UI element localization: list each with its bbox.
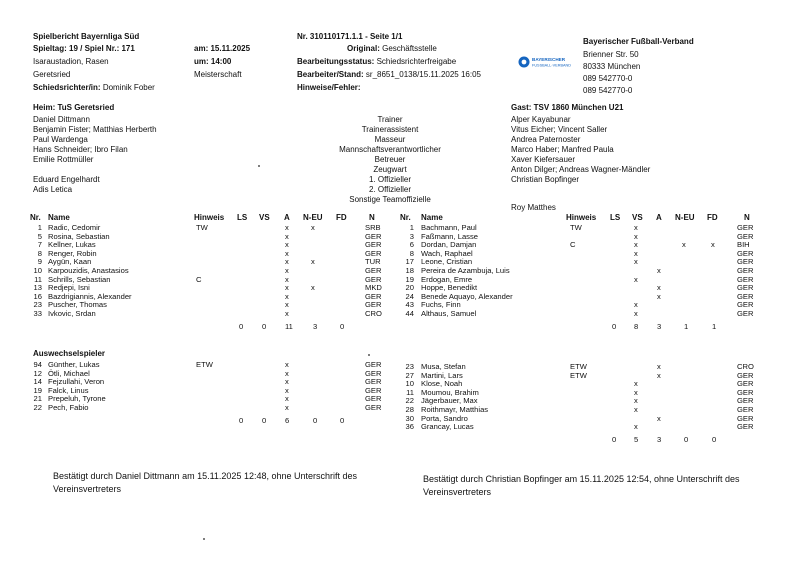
- player-a: x: [285, 394, 289, 404]
- away-column-headers: [400, 214, 770, 223]
- referee-name: Dominik Fober: [102, 83, 155, 92]
- role-label: Zeugwart: [373, 165, 407, 174]
- report-title: Spielbericht Bayernliga Süd: [33, 32, 140, 41]
- role-label: Sonstige Teamoffizielle: [349, 195, 431, 204]
- player-vs: x: [634, 379, 638, 389]
- totals-row: [400, 436, 770, 445]
- away-confirmation: Bestätigt durch Christian Bopfinger am 15.11.2025 12:54, ohne Unterschrift des Vereinsvertreters: [423, 474, 740, 497]
- player-number: 43: [405, 300, 414, 310]
- table-row: [400, 423, 770, 432]
- venue: Isaraustadion, Rasen: [33, 57, 109, 66]
- player-name: Leone, Cristian: [421, 257, 473, 267]
- col-ls: LS: [610, 213, 621, 222]
- player-vs: x: [634, 223, 638, 232]
- player-nation: GER: [365, 231, 382, 241]
- player-number: 19: [405, 274, 414, 284]
- player-nation: GER: [365, 377, 382, 387]
- table-row: [30, 310, 390, 319]
- player-neu: x: [311, 257, 315, 267]
- player-name: Rosina, Sebastian: [48, 231, 110, 241]
- place: Geretsried: [33, 70, 71, 79]
- home-officials: [33, 115, 157, 195]
- status-value: Schiedsrichterfreigabe: [376, 57, 457, 66]
- player-name: Faßmann, Lasse: [421, 231, 478, 241]
- player-vs: x: [634, 231, 638, 241]
- player-name: Bazdrigiannis, Alexander: [48, 291, 132, 301]
- total-vs: 0: [262, 321, 267, 331]
- player-neu: x: [311, 283, 315, 293]
- player-name: Grancay, Lucas: [421, 422, 474, 432]
- editor-label: Bearbeiter/Stand:: [297, 70, 364, 79]
- player-nation: GER: [365, 385, 382, 395]
- home-team-title: Heim: TuS Geretsried: [33, 103, 115, 112]
- player-name: Martini, Lars: [421, 370, 463, 380]
- col-fd: FD: [336, 213, 347, 222]
- away-official: Alper Kayabunar: [511, 115, 571, 124]
- match-time: um: 14:00: [194, 57, 232, 66]
- player-note: ETW: [196, 360, 213, 369]
- player-a: x: [285, 274, 289, 284]
- status-label: Bearbeitungsstatus:: [297, 57, 375, 66]
- away-lineup-table: [400, 224, 770, 331]
- player-nation: GER: [737, 248, 754, 258]
- player-name: Schrills, Sebastian: [48, 274, 111, 284]
- bfv-logo-mark-icon: [518, 55, 578, 69]
- player-nation: GER: [737, 422, 754, 432]
- player-neu: x: [682, 240, 686, 250]
- role-label: Betreuer: [374, 155, 406, 164]
- home-official: [33, 165, 157, 175]
- player-vs: x: [634, 300, 638, 310]
- player-a: x: [285, 291, 289, 301]
- player-nation: GER: [365, 300, 382, 310]
- matchday: Spieltag: 19 / Spiel Nr.: 171: [33, 44, 135, 53]
- home-official: Benjamin Fister; Matthias Herberth: [33, 125, 157, 134]
- scan-mark: [203, 538, 205, 540]
- competition: Meisterschaft: [194, 70, 242, 79]
- away-subs-table: [400, 363, 770, 444]
- player-name: Ivkovic, Srdan: [48, 308, 96, 318]
- player-number: 9: [37, 257, 42, 267]
- home-column-headers: [30, 214, 390, 223]
- player-vs: x: [634, 387, 638, 397]
- player-note: ETW: [570, 370, 587, 380]
- player-number: 16: [33, 291, 42, 301]
- table-row: [30, 404, 390, 413]
- player-number: 20: [405, 283, 414, 293]
- player-number: 36: [405, 422, 414, 432]
- player-number: 17: [405, 257, 414, 267]
- player-name: Dordan, Damjan: [421, 240, 477, 250]
- away-team-title: Gast: TSV 1860 München U21: [511, 103, 624, 112]
- player-number: 11: [406, 387, 414, 397]
- player-fd: x: [711, 240, 715, 250]
- player-nation: TUR: [365, 257, 381, 267]
- player-number: 5: [37, 231, 42, 241]
- player-vs: x: [634, 248, 638, 258]
- player-a: x: [285, 223, 289, 232]
- player-number: 94: [33, 360, 42, 369]
- player-name: Kellner, Lukas: [48, 240, 96, 250]
- player-nation: GER: [737, 283, 754, 293]
- total-vs: 0: [262, 415, 267, 425]
- player-nation: GER: [737, 308, 754, 318]
- player-nation: GER: [737, 223, 754, 232]
- total-neu: 3: [313, 321, 318, 331]
- total-fd: 1: [712, 321, 717, 331]
- player-a: x: [285, 231, 289, 241]
- player-vs: x: [634, 404, 638, 414]
- player-a: x: [657, 370, 661, 380]
- player-number: 1: [409, 223, 414, 232]
- player-name: Musa, Stefan: [421, 362, 466, 371]
- player-name: Puscher, Thomas: [48, 300, 107, 310]
- total-fd: 0: [340, 415, 345, 425]
- player-number: 10: [405, 379, 414, 389]
- player-nation: GER: [365, 360, 382, 369]
- player-name: Bachmann, Paul: [421, 223, 477, 232]
- away-official: Andrea Paternoster: [511, 135, 581, 144]
- player-nation: MKD: [365, 283, 382, 293]
- home-subs-title: Auswechselspieler: [33, 349, 106, 358]
- player-a: x: [657, 291, 661, 301]
- federation-name: Bayerischer Fußball-Verband: [583, 37, 694, 46]
- total-vs: 5: [634, 434, 639, 444]
- player-name: Redjepi, Isni: [48, 283, 90, 293]
- federation-phone: 089 542770-0: [583, 74, 633, 83]
- player-nation: GER: [365, 291, 382, 301]
- player-number: 33: [33, 308, 42, 318]
- player-nation: GER: [365, 368, 382, 378]
- player-number: 23: [33, 300, 42, 310]
- player-nation: CRO: [365, 308, 382, 318]
- player-name: Roithmayr, Matthias: [421, 404, 489, 414]
- player-a: x: [285, 300, 289, 310]
- player-name: Prepeluh, Tyrone: [48, 394, 106, 404]
- federation-fax: 089 542770-0: [583, 86, 633, 95]
- role-label: 1. Offizieller: [368, 175, 412, 184]
- away-official: Marco Haber; Manfred Paula: [511, 145, 614, 154]
- player-nation: GER: [365, 274, 382, 284]
- table-row: [400, 310, 770, 319]
- player-nation: GER: [365, 248, 382, 258]
- player-note: TW: [570, 223, 582, 232]
- col-n: N: [744, 213, 750, 222]
- total-neu: 0: [313, 415, 318, 425]
- player-name: Karpouzidis, Anastasios: [48, 265, 129, 275]
- player-nation: GER: [737, 404, 754, 414]
- total-fd: 0: [712, 434, 717, 444]
- col-n: N: [369, 213, 375, 222]
- player-name: Erdogan, Emre: [421, 274, 473, 284]
- total-a: 11: [285, 321, 293, 331]
- player-nation: GER: [737, 265, 754, 275]
- home-lineup-table: [30, 224, 390, 331]
- player-name: Günther, Lukas: [48, 360, 100, 369]
- total-ls: 0: [612, 321, 617, 331]
- player-a: x: [285, 283, 289, 293]
- player-number: 30: [405, 413, 414, 423]
- total-neu: 0: [684, 434, 689, 444]
- away-official: Roy Matthes: [511, 203, 556, 212]
- player-number: 1: [37, 223, 42, 232]
- player-a: x: [285, 257, 289, 267]
- col-a: A: [284, 213, 290, 222]
- official-roles: [310, 115, 470, 205]
- player-name: Hoppe, Benedikt: [421, 283, 478, 293]
- player-name: Radic, Cedomir: [48, 223, 101, 232]
- home-official: Paul Wardenga: [33, 135, 88, 144]
- role-label: 2. Offizieller: [368, 185, 412, 194]
- player-nation: GER: [365, 265, 382, 275]
- player-nation: GER: [737, 231, 754, 241]
- player-nation: GER: [737, 387, 754, 397]
- away-official: Anton Dilger; Andreas Wagner-Mändler: [511, 165, 651, 174]
- player-number: 22: [405, 396, 414, 406]
- editor-value: sr_8651_0138/15.11.2025 16:05: [365, 70, 481, 79]
- col-hinweis: Hinweis: [194, 213, 225, 222]
- player-a: x: [285, 402, 289, 412]
- totals-row: [400, 323, 770, 332]
- role-label: Mannschaftsverantwortlicher: [339, 145, 441, 154]
- col-neu: N-EU: [675, 213, 695, 222]
- totals-row: [30, 323, 390, 332]
- total-ls: 0: [612, 434, 617, 444]
- away-officials: [511, 115, 650, 213]
- player-name: Klose, Noah: [421, 379, 463, 389]
- player-nation: GER: [365, 394, 382, 404]
- player-number: 12: [33, 368, 42, 378]
- player-a: x: [657, 265, 661, 275]
- player-name: Pereira de Azambuja, Luis: [421, 265, 510, 275]
- player-nation: GER: [737, 257, 754, 267]
- player-a: x: [285, 385, 289, 395]
- home-official: Eduard Engelhardt: [33, 175, 100, 184]
- player-number: 21: [33, 394, 42, 404]
- role-label: Trainer: [377, 115, 403, 124]
- player-nation: GER: [737, 413, 754, 423]
- player-a: x: [285, 377, 289, 387]
- col-name: Name: [421, 213, 443, 222]
- player-a: x: [285, 248, 289, 258]
- role-label: Masseur: [374, 135, 406, 144]
- report-number: Nr. 310110171.1.1 - Seite 1/1: [297, 32, 403, 41]
- player-number: 44: [405, 308, 414, 318]
- player-number: 27: [405, 370, 414, 380]
- player-number: 6: [409, 240, 414, 250]
- player-note: TW: [196, 223, 208, 232]
- player-number: 28: [405, 404, 414, 414]
- player-name: Benede Aquayo, Alexander: [421, 291, 513, 301]
- player-nation: CRO: [737, 362, 754, 371]
- col-ls: LS: [237, 213, 248, 222]
- total-neu: 1: [684, 321, 689, 331]
- player-a: x: [657, 362, 661, 371]
- player-a: x: [285, 240, 289, 250]
- col-vs: VS: [259, 213, 270, 222]
- player-name: Pech, Fabio: [48, 402, 89, 412]
- player-note: ETW: [570, 362, 587, 371]
- status-line: [297, 57, 456, 67]
- player-number: 23: [405, 362, 414, 371]
- home-official: Emilie Rottmüller: [33, 155, 94, 164]
- player-number: 11: [34, 274, 42, 284]
- player-vs: x: [634, 240, 638, 250]
- original-label: Original:: [347, 44, 380, 53]
- player-neu: x: [311, 223, 315, 232]
- logo-text-1: BAYERISCHER: [532, 57, 566, 62]
- player-name: Moumou, Brahim: [421, 387, 479, 397]
- player-nation: GER: [737, 379, 754, 389]
- role-label: Trainerassistent: [361, 125, 419, 134]
- player-nation: SRB: [365, 223, 381, 232]
- scan-mark: [368, 354, 370, 356]
- player-a: x: [657, 283, 661, 293]
- original-value: Geschäftsstelle: [382, 44, 437, 53]
- player-name: Aygün, Kaan: [48, 257, 92, 267]
- player-number: 7: [37, 240, 42, 250]
- player-note: C: [570, 240, 576, 250]
- home-official: Adis Letica: [33, 185, 73, 194]
- col-vs: VS: [632, 213, 643, 222]
- hints-label: Hinweise/Fehler:: [297, 83, 361, 92]
- player-nation: GER: [365, 240, 382, 250]
- player-name: Althaus, Samuel: [421, 308, 477, 318]
- player-name: Fuchs, Finn: [421, 300, 461, 310]
- referee-line: [33, 83, 155, 93]
- home-official: Daniel Dittmann: [33, 115, 90, 124]
- total-ls: 0: [239, 415, 244, 425]
- player-vs: x: [634, 422, 638, 432]
- player-nation: GER: [737, 291, 754, 301]
- home-subs-table: [30, 361, 390, 425]
- player-nation: GER: [737, 300, 754, 310]
- player-name: Jägerbauer, Max: [421, 396, 478, 406]
- original-line: [347, 44, 437, 54]
- total-a: 6: [285, 415, 290, 425]
- federation-street: Brienner Str. 50: [583, 50, 639, 59]
- col-name: Name: [48, 213, 70, 222]
- player-name: Renger, Robin: [48, 248, 97, 258]
- player-nation: GER: [737, 396, 754, 406]
- player-number: 19: [33, 385, 42, 395]
- player-name: Fejzullahi, Veron: [48, 377, 105, 387]
- player-a: x: [285, 368, 289, 378]
- away-official: Xaver Kiefersauer: [511, 155, 576, 164]
- total-a: 3: [657, 321, 662, 331]
- player-nation: GER: [365, 402, 382, 412]
- scan-mark: [258, 165, 260, 167]
- player-name: Wach, Raphael: [421, 248, 473, 258]
- federation-city: 80333 München: [583, 62, 641, 71]
- player-number: 24: [405, 291, 414, 301]
- total-fd: 0: [340, 321, 345, 331]
- player-number: 8: [37, 248, 42, 258]
- player-name: Ötli, Michael: [48, 368, 90, 378]
- player-vs: x: [634, 257, 638, 267]
- player-name: Porta, Sandro: [421, 413, 468, 423]
- player-nation: GER: [737, 274, 754, 284]
- player-vs: x: [634, 274, 638, 284]
- player-a: x: [285, 308, 289, 318]
- home-official: Hans Schneider; Ibro Filan: [33, 145, 128, 154]
- player-vs: x: [634, 396, 638, 406]
- player-vs: x: [634, 308, 638, 318]
- player-number: 10: [33, 265, 42, 275]
- player-a: x: [285, 360, 289, 369]
- home-confirmation: Bestätigt durch Daniel Dittmann am 15.11.2025 12:48, ohne Unterschrift des Vereinsvertreters: [53, 471, 358, 494]
- col-nr: Nr.: [30, 213, 41, 222]
- col-fd: FD: [707, 213, 718, 222]
- player-nation: BIH: [737, 240, 750, 250]
- totals-row: [30, 417, 390, 426]
- player-number: 13: [33, 283, 42, 293]
- player-nation: GER: [737, 370, 754, 380]
- player-a: x: [285, 265, 289, 275]
- player-number: 3: [409, 231, 414, 241]
- player-number: 22: [33, 402, 42, 412]
- col-a: A: [656, 213, 662, 222]
- col-neu: N-EU: [303, 213, 323, 222]
- total-a: 3: [657, 434, 662, 444]
- player-a: x: [657, 413, 661, 423]
- total-ls: 0: [239, 321, 244, 331]
- col-nr: Nr.: [400, 213, 411, 222]
- editor-line: [297, 70, 481, 80]
- away-official: Christian Bopfinger: [511, 175, 580, 184]
- logo-text-2: FUSSBALL-VERBAND: [532, 63, 572, 68]
- referee-label: Schiedsrichter/in:: [33, 83, 101, 92]
- player-number: 8: [409, 248, 414, 258]
- away-official: Vitus Eicher; Vincent Saller: [511, 125, 608, 134]
- player-name: Falck, Linus: [48, 385, 89, 395]
- away-official: [511, 185, 650, 195]
- total-vs: 8: [634, 321, 639, 331]
- player-number: 18: [405, 265, 414, 275]
- col-hinweis: Hinweis: [566, 213, 597, 222]
- bfv-logo: [518, 55, 578, 69]
- match-date: am: 15.11.2025: [194, 44, 251, 53]
- player-number: 14: [33, 377, 42, 387]
- player-note: C: [196, 274, 202, 284]
